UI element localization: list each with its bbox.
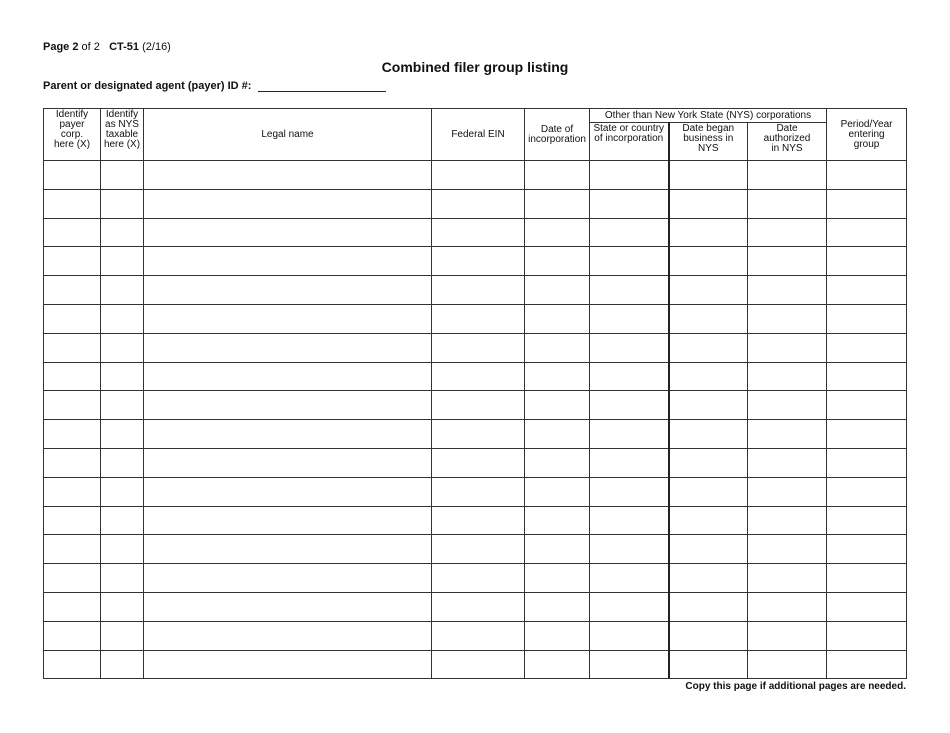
state-or-country-cell[interactable] xyxy=(590,506,669,535)
table-row xyxy=(44,218,907,247)
state-or-country-cell[interactable] xyxy=(590,189,669,218)
federal-ein-cell[interactable] xyxy=(432,420,525,449)
table-row xyxy=(44,448,907,477)
period-year-cell[interactable] xyxy=(827,276,907,305)
table-row xyxy=(44,362,907,391)
legal-name-cell[interactable] xyxy=(144,391,432,420)
date-began-business-cell[interactable] xyxy=(669,477,748,506)
table-row xyxy=(44,535,907,564)
legal-name-cell[interactable] xyxy=(144,448,432,477)
table-row xyxy=(44,247,907,276)
date-of-incorporation-cell[interactable] xyxy=(525,621,590,650)
date-of-incorporation-cell[interactable] xyxy=(525,189,590,218)
date-of-incorporation-cell[interactable] xyxy=(525,333,590,362)
table-row xyxy=(44,650,907,679)
table-row xyxy=(44,506,907,535)
date-of-incorporation-cell[interactable] xyxy=(525,477,590,506)
table-row xyxy=(44,420,907,449)
nys-taxable-cell[interactable] xyxy=(101,218,144,247)
page-of: of 2 xyxy=(81,41,100,53)
date-began-business-cell[interactable] xyxy=(669,535,748,564)
footer-note: Copy this page if additional pages are needed. xyxy=(685,681,906,692)
header-text-line: of incorporation xyxy=(594,133,664,144)
state-or-country-cell[interactable] xyxy=(590,535,669,564)
header-text-line: entering xyxy=(848,128,885,140)
date-of-incorporation-cell[interactable] xyxy=(525,391,590,420)
payer-corp-cell[interactable] xyxy=(44,448,101,477)
header-text-line: NYS xyxy=(697,143,719,154)
header-period-year xyxy=(827,109,907,161)
date-authorized-cell[interactable] xyxy=(748,362,827,391)
state-or-country-cell[interactable] xyxy=(590,592,669,621)
table-row xyxy=(44,304,907,333)
state-or-country-cell[interactable] xyxy=(590,276,669,305)
header-date-of-incorporation xyxy=(525,109,590,161)
nys-taxable-cell[interactable] xyxy=(101,535,144,564)
state-or-country-cell[interactable] xyxy=(590,564,669,593)
table-row xyxy=(44,621,907,650)
header-identify-taxable xyxy=(101,109,144,161)
header-text-line: Identify xyxy=(105,109,139,120)
header-text-line: taxable xyxy=(105,129,139,140)
date-began-business-cell[interactable] xyxy=(669,391,748,420)
table-row xyxy=(44,477,907,506)
legal-name-cell[interactable] xyxy=(144,333,432,362)
payer-corp-cell[interactable] xyxy=(44,247,101,276)
header-group-other-than-nys: Other than New York State (NYS) corporations xyxy=(590,109,827,123)
date-of-incorporation-cell[interactable] xyxy=(525,304,590,333)
federal-ein-cell[interactable] xyxy=(432,477,525,506)
date-began-business-cell[interactable] xyxy=(669,247,748,276)
period-year-cell[interactable] xyxy=(827,362,907,391)
legal-name-cell[interactable] xyxy=(144,650,432,679)
period-year-cell[interactable] xyxy=(827,535,907,564)
header-text-line: State or country xyxy=(593,123,665,134)
period-year-cell[interactable] xyxy=(827,304,907,333)
payer-corp-cell[interactable] xyxy=(44,333,101,362)
date-began-business-cell[interactable] xyxy=(669,650,748,679)
federal-ein-cell[interactable] xyxy=(432,333,525,362)
state-or-country-cell[interactable] xyxy=(590,161,669,190)
nys-taxable-cell[interactable] xyxy=(101,189,144,218)
period-year-cell[interactable] xyxy=(827,218,907,247)
payer-corp-cell[interactable] xyxy=(44,304,101,333)
date-authorized-cell[interactable] xyxy=(748,218,827,247)
legal-name-cell[interactable] xyxy=(144,592,432,621)
legal-name-cell[interactable] xyxy=(144,247,432,276)
header-text-line: Date xyxy=(776,123,798,134)
date-of-incorporation-cell[interactable] xyxy=(525,362,590,391)
state-or-country-cell[interactable] xyxy=(590,448,669,477)
date-authorized-cell[interactable] xyxy=(748,247,827,276)
federal-ein-cell[interactable] xyxy=(432,506,525,535)
table-row xyxy=(44,161,907,190)
form-title: Combined filer group listing xyxy=(381,59,569,75)
period-year-cell[interactable] xyxy=(827,189,907,218)
date-began-business-cell[interactable] xyxy=(669,161,748,190)
legal-name-cell[interactable] xyxy=(144,189,432,218)
date-authorized-cell[interactable] xyxy=(748,276,827,305)
date-of-incorporation-cell[interactable] xyxy=(525,276,590,305)
federal-ein-cell[interactable] xyxy=(432,535,525,564)
header-text-line: Period/Year xyxy=(840,118,893,130)
payer-corp-cell[interactable] xyxy=(44,161,101,190)
date-authorized-cell[interactable] xyxy=(748,189,827,218)
date-of-incorporation-cell[interactable] xyxy=(525,506,590,535)
header-text-line: group xyxy=(853,138,880,150)
date-authorized-cell[interactable] xyxy=(748,477,827,506)
state-or-country-cell[interactable] xyxy=(590,477,669,506)
date-authorized-cell[interactable] xyxy=(748,650,827,679)
state-or-country-cell[interactable] xyxy=(590,333,669,362)
table-row xyxy=(44,276,907,305)
payer-corp-cell[interactable] xyxy=(44,564,101,593)
period-year-cell[interactable] xyxy=(827,391,907,420)
date-began-business-cell[interactable] xyxy=(669,362,748,391)
form-revision: (2/16) xyxy=(142,41,171,53)
federal-ein-cell[interactable] xyxy=(432,189,525,218)
payer-id-label: Parent or designated agent (payer) ID #: xyxy=(43,80,252,92)
date-began-business-cell[interactable] xyxy=(669,564,748,593)
date-began-business-cell[interactable] xyxy=(669,592,748,621)
date-authorized-cell[interactable] xyxy=(748,304,827,333)
state-or-country-cell[interactable] xyxy=(590,304,669,333)
nys-taxable-cell[interactable] xyxy=(101,276,144,305)
payer-corp-cell[interactable] xyxy=(44,477,101,506)
date-authorized-cell[interactable] xyxy=(748,535,827,564)
state-or-country-cell[interactable] xyxy=(590,621,669,650)
federal-ein-cell[interactable] xyxy=(432,161,525,190)
page-number: 2 xyxy=(72,41,79,53)
date-began-business-cell[interactable] xyxy=(669,506,748,535)
legal-name-cell[interactable] xyxy=(144,564,432,593)
payer-corp-cell[interactable] xyxy=(44,621,101,650)
period-year-cell[interactable] xyxy=(827,506,907,535)
date-began-business-cell[interactable] xyxy=(669,218,748,247)
header-text-line: as NYS xyxy=(105,119,139,130)
payer-corp-cell[interactable] xyxy=(44,506,101,535)
period-year-cell[interactable] xyxy=(827,564,907,593)
date-authorized-cell[interactable] xyxy=(748,506,827,535)
group-listing-table xyxy=(43,108,907,679)
legal-name-cell[interactable] xyxy=(144,276,432,305)
federal-ein-cell[interactable] xyxy=(432,362,525,391)
legal-name-cell[interactable] xyxy=(144,218,432,247)
header-date-began xyxy=(669,123,748,161)
header-text-line: Date of xyxy=(540,123,574,135)
federal-ein-cell[interactable] xyxy=(432,391,525,420)
federal-ein-cell[interactable] xyxy=(432,276,525,305)
header-federal-ein: Federal EIN xyxy=(432,109,525,161)
nys-taxable-cell[interactable] xyxy=(101,477,144,506)
header-identify-payer xyxy=(44,109,101,161)
nys-taxable-cell[interactable] xyxy=(101,448,144,477)
header-legal-name: Legal name xyxy=(144,109,432,161)
state-or-country-cell[interactable] xyxy=(590,420,669,449)
period-year-cell[interactable] xyxy=(827,621,907,650)
header-text-line: business in xyxy=(683,133,734,144)
header-text-line: here (X) xyxy=(103,139,141,150)
nys-taxable-cell[interactable] xyxy=(101,650,144,679)
header-text-line: in NYS xyxy=(771,143,803,154)
nys-taxable-cell[interactable] xyxy=(101,420,144,449)
period-year-cell[interactable] xyxy=(827,247,907,276)
state-or-country-cell[interactable] xyxy=(590,650,669,679)
date-authorized-cell[interactable] xyxy=(748,448,827,477)
date-authorized-cell[interactable] xyxy=(748,333,827,362)
federal-ein-cell[interactable] xyxy=(432,650,525,679)
nys-taxable-cell[interactable] xyxy=(101,592,144,621)
date-began-business-cell[interactable] xyxy=(669,621,748,650)
page-header xyxy=(43,41,171,53)
state-or-country-cell[interactable] xyxy=(590,391,669,420)
legal-name-cell[interactable] xyxy=(144,420,432,449)
payer-corp-cell[interactable] xyxy=(44,420,101,449)
date-authorized-cell[interactable] xyxy=(748,564,827,593)
payer-corp-cell[interactable] xyxy=(44,592,101,621)
date-of-incorporation-cell[interactable] xyxy=(525,535,590,564)
payer-corp-cell[interactable] xyxy=(44,535,101,564)
header-text-line: here (X) xyxy=(53,139,91,150)
nys-taxable-cell[interactable] xyxy=(101,304,144,333)
federal-ein-cell[interactable] xyxy=(432,448,525,477)
date-began-business-cell[interactable] xyxy=(669,304,748,333)
table-row xyxy=(44,333,907,362)
date-authorized-cell[interactable] xyxy=(748,391,827,420)
federal-ein-cell[interactable] xyxy=(432,621,525,650)
federal-ein-cell[interactable] xyxy=(432,247,525,276)
date-of-incorporation-cell[interactable] xyxy=(525,247,590,276)
date-of-incorporation-cell[interactable] xyxy=(525,161,590,190)
nys-taxable-cell[interactable] xyxy=(101,362,144,391)
table-row xyxy=(44,391,907,420)
federal-ein-cell[interactable] xyxy=(432,592,525,621)
state-or-country-cell[interactable] xyxy=(590,362,669,391)
header-state-country xyxy=(590,123,669,161)
period-year-cell[interactable] xyxy=(827,448,907,477)
nys-taxable-cell[interactable] xyxy=(101,391,144,420)
date-of-incorporation-cell[interactable] xyxy=(525,448,590,477)
header-text-line: incorporation xyxy=(528,133,586,145)
period-year-cell[interactable] xyxy=(827,420,907,449)
period-year-cell[interactable] xyxy=(827,161,907,190)
payer-corp-cell[interactable] xyxy=(44,218,101,247)
nys-taxable-cell[interactable] xyxy=(101,564,144,593)
federal-ein-cell[interactable] xyxy=(432,564,525,593)
date-of-incorporation-cell[interactable] xyxy=(525,420,590,449)
payer-id-field[interactable] xyxy=(258,79,386,92)
table-row xyxy=(44,189,907,218)
form-id: CT-51 xyxy=(109,41,140,53)
date-began-business-cell[interactable] xyxy=(669,420,748,449)
state-or-country-cell[interactable] xyxy=(590,247,669,276)
date-of-incorporation-cell[interactable] xyxy=(525,564,590,593)
period-year-cell[interactable] xyxy=(827,650,907,679)
table-row xyxy=(44,592,907,621)
date-began-business-cell[interactable] xyxy=(669,189,748,218)
header-text-line: Date began xyxy=(682,123,735,134)
header-text-line: Identify xyxy=(55,109,89,120)
payer-corp-cell[interactable] xyxy=(44,189,101,218)
date-authorized-cell[interactable] xyxy=(748,161,827,190)
header-text-line: corp. xyxy=(60,129,84,140)
legal-name-cell[interactable] xyxy=(144,362,432,391)
federal-ein-cell[interactable] xyxy=(432,304,525,333)
date-of-incorporation-cell[interactable] xyxy=(525,218,590,247)
header-text-line: payer xyxy=(59,119,85,130)
legal-name-cell[interactable] xyxy=(144,506,432,535)
nys-taxable-cell[interactable] xyxy=(101,621,144,650)
legal-name-cell[interactable] xyxy=(144,535,432,564)
legal-name-cell[interactable] xyxy=(144,161,432,190)
legal-name-cell[interactable] xyxy=(144,304,432,333)
nys-taxable-cell[interactable] xyxy=(101,247,144,276)
period-year-cell[interactable] xyxy=(827,477,907,506)
payer-corp-cell[interactable] xyxy=(44,391,101,420)
header-date-authorized xyxy=(748,123,827,161)
date-of-incorporation-cell[interactable] xyxy=(525,650,590,679)
date-began-business-cell[interactable] xyxy=(669,448,748,477)
date-began-business-cell[interactable] xyxy=(669,333,748,362)
payer-corp-cell[interactable] xyxy=(44,276,101,305)
legal-name-cell[interactable] xyxy=(144,621,432,650)
legal-name-cell[interactable] xyxy=(144,477,432,506)
period-year-cell[interactable] xyxy=(827,333,907,362)
period-year-cell[interactable] xyxy=(827,592,907,621)
payer-corp-cell[interactable] xyxy=(44,650,101,679)
date-began-business-cell[interactable] xyxy=(669,276,748,305)
payer-id-row xyxy=(43,79,386,92)
payer-corp-cell[interactable] xyxy=(44,362,101,391)
nys-taxable-cell[interactable] xyxy=(101,506,144,535)
state-or-country-cell[interactable] xyxy=(590,218,669,247)
federal-ein-cell[interactable] xyxy=(432,218,525,247)
nys-taxable-cell[interactable] xyxy=(101,161,144,190)
table-row xyxy=(44,564,907,593)
header-text-line: authorized xyxy=(763,133,811,144)
date-authorized-cell[interactable] xyxy=(748,420,827,449)
date-of-incorporation-cell[interactable] xyxy=(525,592,590,621)
date-authorized-cell[interactable] xyxy=(748,592,827,621)
date-authorized-cell[interactable] xyxy=(748,621,827,650)
nys-taxable-cell[interactable] xyxy=(101,333,144,362)
page-label: Page xyxy=(43,41,70,53)
